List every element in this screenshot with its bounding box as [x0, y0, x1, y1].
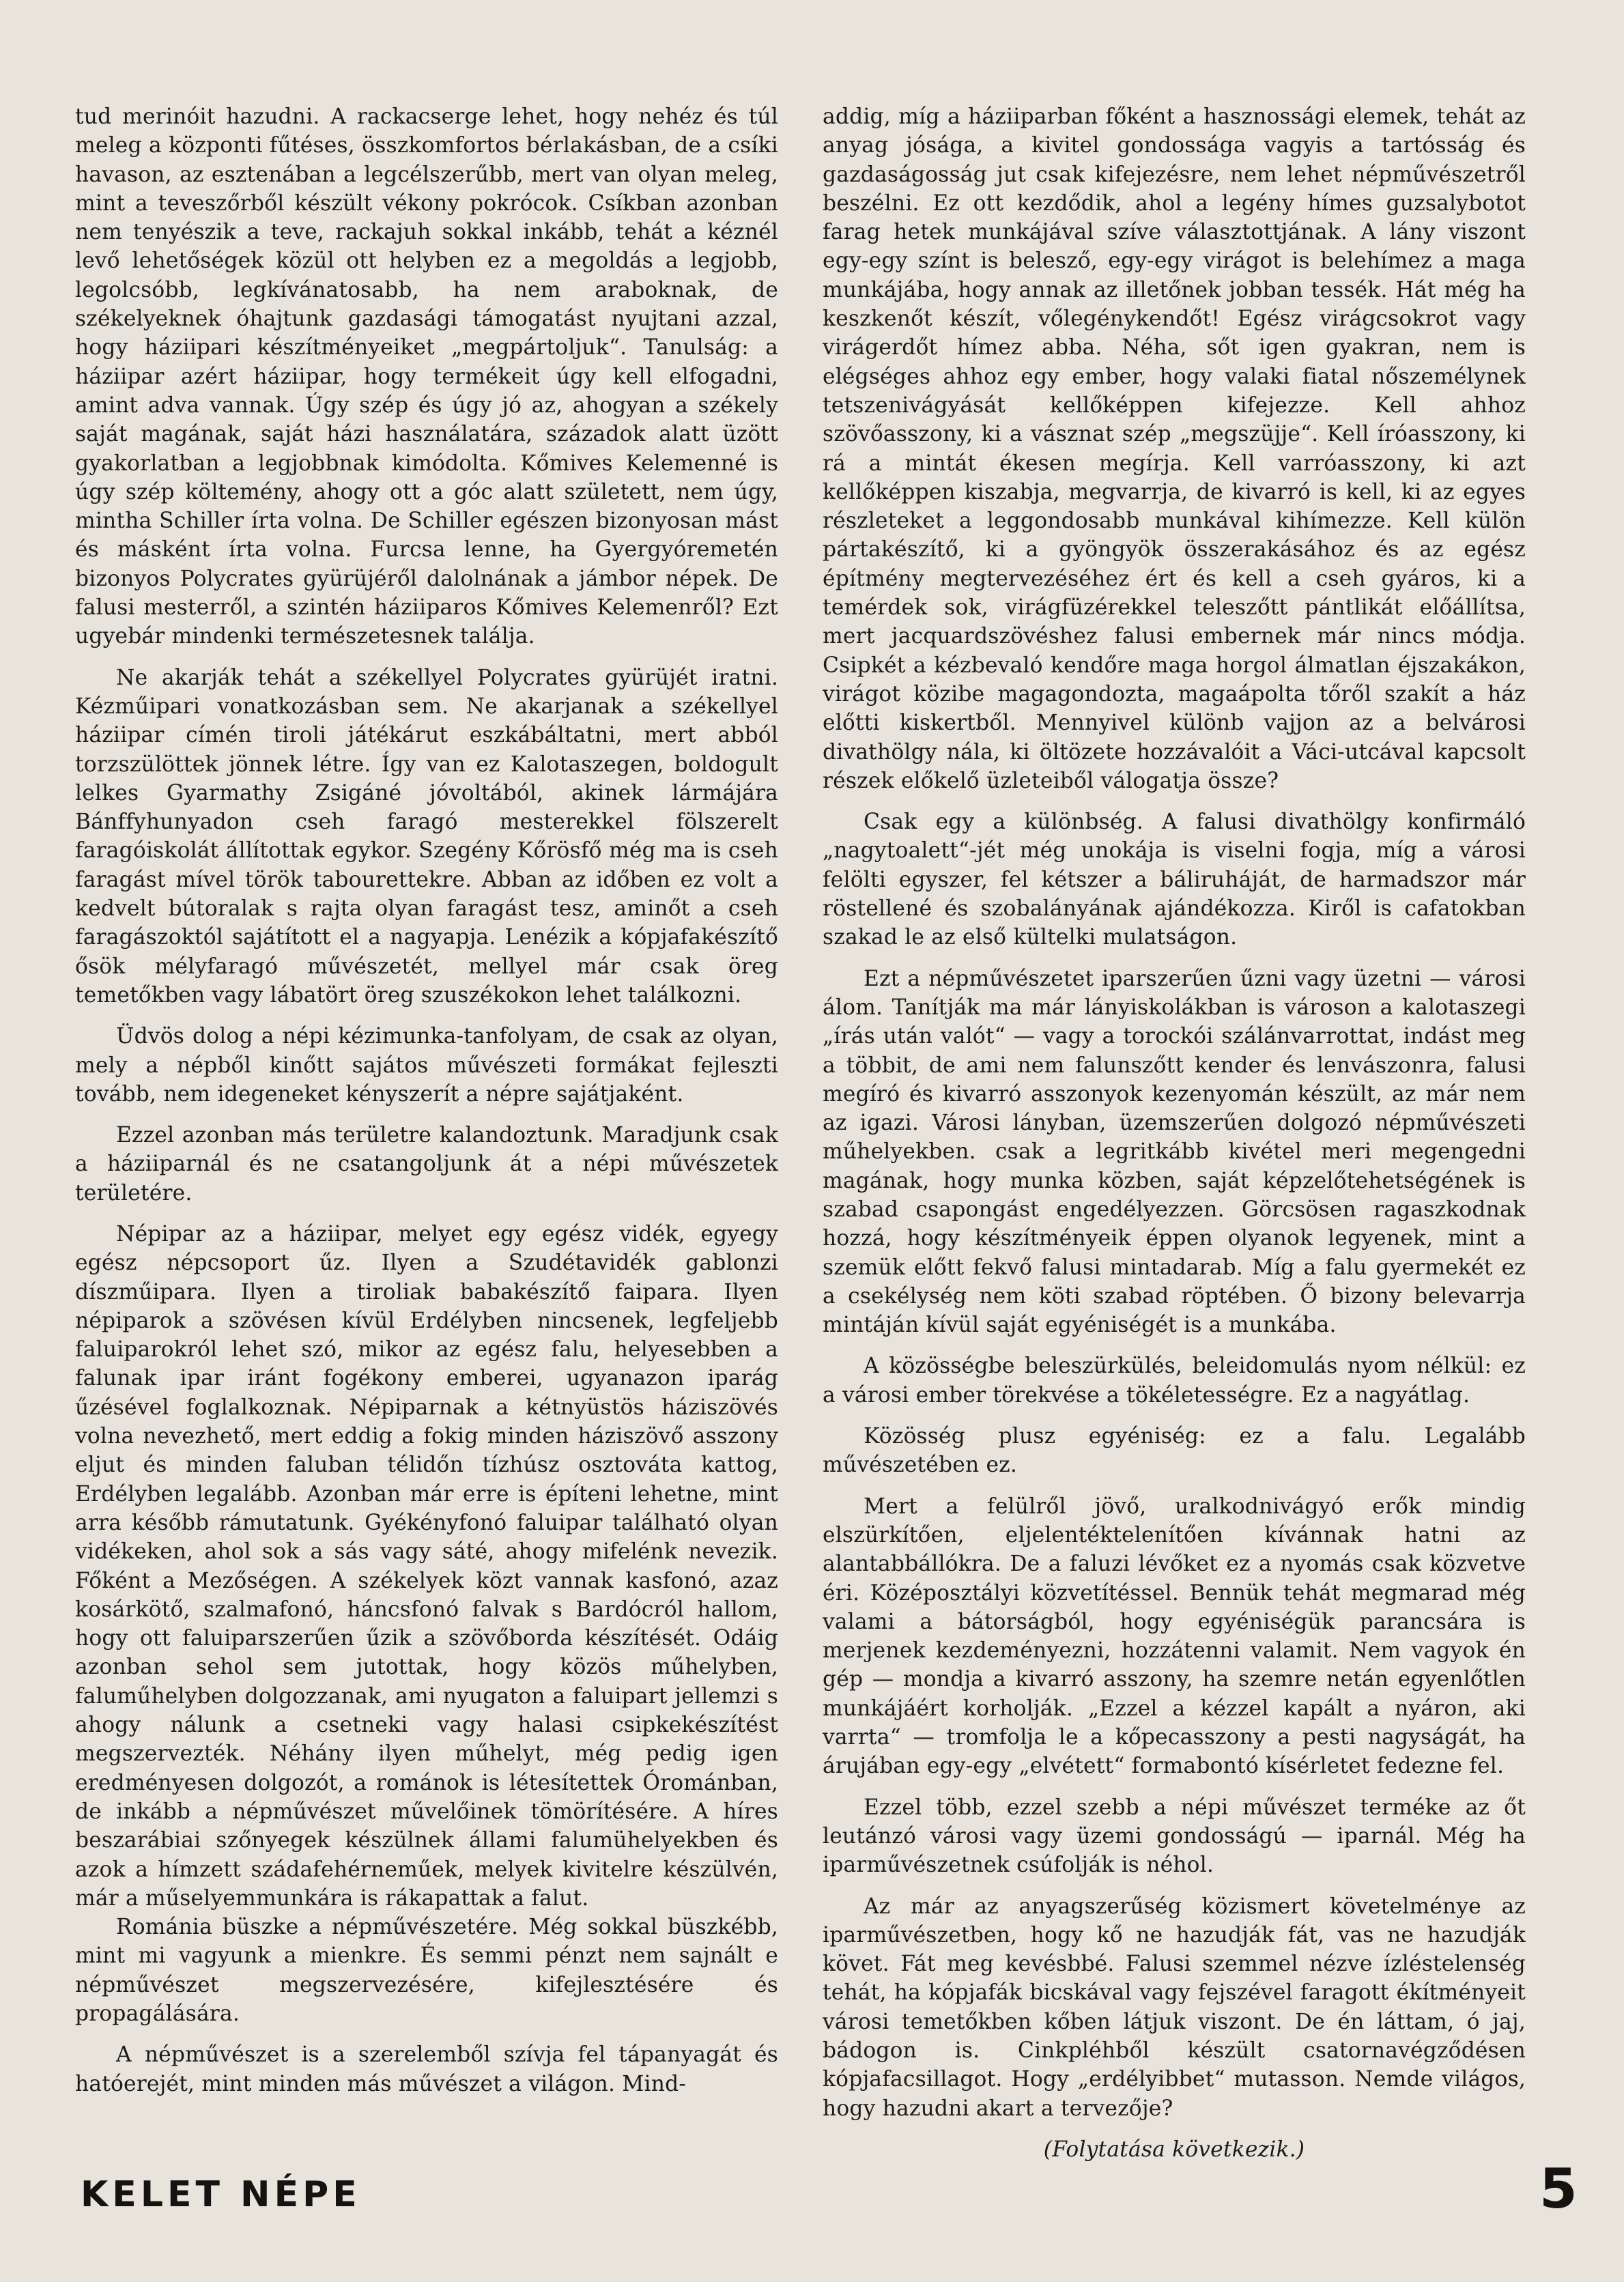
left-paragraph-5: Népipar az a háziipar, melyet egy egész vidék, egyegy egész népcsoport űz. Ilyen a Szudétavidék gablonzi díszműipara. Ilyen a tiroliak babakészítő faipara. Ilyen népiparok a szövésen kívül Erdélyben nincsenek, legfeljebb faluiparokról lehet szó, mikor az egész falu, helyesebben a falunak ipar iránt fogékony emberei, ugyanazon iparág űzésével foglalkoznak. Népiparnak a kétnyüstös háziszövés volna nevezhető, mert eddig a fokig minden háziszövő asszony eljut és minden faluban télidőn tízhúsz osztováta kattog, Erdélyben legalább. Azonban már erre is építeni lehetne, mint arra később rámutatunk. Gyékényfonó faluipar található olyan vidékeken, ahol sok a sás vagy sáté, ahogy mifelénk nevezik. Főként a Mezőségen. A székelyek közt vannak kasfonó, azaz kosárkötő, szalmafonó, háncsfonó falvak s Bardócról hallom, hogy ott faluiparszerűen űzik a szövőborda készítését. Odáig azonban sehol sem jutottak, hogy közös műhelyben, faluműhelyben dolgozzanak, ami nyugaton a faluipart jellemzi s ahogy nálunk a csetneki vagy halasi csipkekészítést megszervezték. Néhány ilyen műhelyt, még pedig igen eredményesen dolgozót, a románok is létesítettek Órománban, de inkább a népművészet művelőinek tömörítésére. A híres beszarábiai szőnyegek készülnek állami falumühelyekben és azok a hímzett szádafehérneműek, melyek kivitelre készülvén, már a műselyemmunkára is rákapattak a falut.	[75, 1221, 778, 1911]
right-paragraph-3: Ezt a népművészetet iparszerűen űzni vagy üzetni — városi álom. Tanítják ma már lányiskolákban is városon a kalotaszegi „írás után valót“ — vagy a torockói szálánvarrottat, indást meg a többit, de ami nem falunszőtt kender és lenvászonra, falusi megíró és kivarró asszonyok kezenyomán készült, az már nem az igazi. Városi lányban, üzemszerűen dolgozó népművészeti műhelyekben. csak a legritkább kivétel meri megengedni magának, hogy munka közben, saját képzelőtehetségének is szabad csapongást engedélyezzen. Görcsösen ragaszkodnak hozzá, hogy készítményeik éppen olyanok legyenek, mint a szemük előtt fekvő falusi mintadarab. Míg a falu gyermekét ez a csekélység nem köti szabad röptében. Ő bizony belevarrja mintáján kívül saját egyéniségét is a munkába.	[823, 966, 1526, 1338]
left-paragraph-7: A népművészet is a szerelemből szívja fel tápanyagát és hatóerejét, mint minden más művészet a világon. Mind-	[75, 2042, 778, 2096]
left-paragraph-3: Üdvös dolog a népi kézimunka-tanfolyam, de csak az olyan, mely a népből kinőtt sajátos művészeti formákat fejleszti tovább, nem idegeneket kényszerít a népre sajátjaként.	[75, 1024, 778, 1107]
left-paragraph-1: tud merinóit hazudni. A rackacserge lehet, hogy nehéz és túl meleg a központi fűtéses, összkomfortos bérlakásban, de a csíki havason, az esztenában a legcélszerűbb, mert van olyan meleg, mint a teveszőrből készült vékony pokrócok. Csíkban azonban nem tenyészik a teve, rackajuh sokkal inkább, tehát a kéznél levő lehetőségek közül ott helyben ez a megoldás a legjobb, legolcsóbb, legkívánatosabb, ha nem araboknak, de székelyeknek óhajtunk gazdasági támogatást nyujtani azzal, hogy háziipari készítményeiket „megpártoljuk“. Tanulság: a háziipar azért háziipar, hogy termékeit úgy kell elfogadni, amint adva vannak. Úgy szép és úgy jó az, ahogyan a székely saját magának, saját házi használatára, századok alatt üzött gyakorlatban a legjobbnak kimódolta. Kőmives Kelemenné is úgy szép költemény, ahogy ott a góc alatt született, nem úgy, mintha Schiller írta volna. De Schiller egészen bizonyosan mást és másként írta volna. Furcsa lenne, ha Gyergyóremetén bizonyos Polycrates gyürüjéről dalolnának a jámbor népek. De falusi mesterről, a szintén háziiparos Kőmives Kelemenről? Ezt ugyebár mindenki természetesnek találja.	[75, 104, 778, 649]
right-paragraph-6: Mert a felülről jövő, uralkodnivágyó erők mindig elszürkítően, eljelentéktelenítően kívánnak hatni az alantabbállókra. De a faluzi lévőket ez a nyomás csak közvetve éri. Középosztályi közvetítéssel. Bennük tehát megmarad még valami a bátorságból, hogy egyéniségük parancsára is merjenek kezdeményezni, hozzátenni valamit. Nem vagyok én gép — mondja a kivarró asszony, ha szemre netán egyenlőtlen munkájáért korholják. „Ezzel a kézzel kapált a nyáron, aki varrta“ — tromfolja le a kőpecasszony a pesti nagyságát, ha árujában egy-egy „elvétett“ formabontó kísérletet fedezne fel.	[823, 1494, 1526, 1779]
right-paragraph-7: Ezzel több, ezzel szebb a népi művészet terméke az őt leutánzó városi vagy üzemi gondosságú — iparnál. Még ha iparművészetnek csúfolják is néhol.	[823, 1795, 1526, 1878]
left-paragraph-2: Ne akarják tehát a székellyel Polycrates gyürüjét iratni. Kézműipari vonatkozásban sem. Ne akarjanak a székellyel háziipar címén tiroli játékárut eszkábáltatni, mert abból torzszülöttek jönnek létre. Így van ez Kalotaszegen, boldogult lelkes Gyarmathy Zsigáné jóvoltából, akinek lármájára Bánffyhunyadon cseh faragó mesterekkel fölszerelt faragóiskolát állítottak egykor. Szegény Kőrösfő még ma is cseh faragást mível török tabourettekre. Abban az időben ez volt a kedvelt bútoralak s rajta olyan faragást tesz, aminőt a cseh faragászoktól sajátított el a nagyapja. Lenézik a kópjafakészítő ősök mélyfaragó művészetét, mellyel már csak öreg temetőkben vagy lábatört öreg szuszékokon lehet találkozni.	[75, 665, 778, 1008]
magazine-title: KELET NÉPE	[81, 2174, 361, 2215]
page-number: 5	[1539, 2157, 1578, 2221]
continued-note: (Folytatása következik.)	[1043, 2137, 1305, 2162]
right-paragraph-5: Közösség plusz egyéniség: ez a falu. Legalább művészetében ez.	[823, 1424, 1526, 1478]
right-paragraph-8: Az már az anyagszerűség közismert követelménye az iparművészetben, hogy kő ne hazudják fát, vas ne hazudják követ. Fát meg kevésbbé. Falusi szemmel nézve ízléstelenség tehát, ha kópjafák bicskával vagy fejszével faragott ékítményeit városi temetőkben kőben látjuk viszont. De én láttam, ó jaj, bádogon is. Cinkpléhből készült csatornavégződésen kópjafacsillagot. Hogy „erdélyibbet“ mutasson. Nemde világos, hogy hazudni akart a tervezője?	[823, 1894, 1526, 2121]
right-column	[823, 102, 1526, 2164]
left-column	[75, 102, 778, 2098]
right-paragraph-4: A közösségbe beleszürkülés, beleidomulás nyom nélkül: ez a városi ember törekvése a tökéletességre. Ez a nagyátlag.	[823, 1354, 1526, 1408]
left-paragraph-4: Ezzel azonban más területre kalandoztunk. Maradjunk csak a háziiparnál és ne csatangoljunk át a népi művészetek területére.	[75, 1123, 778, 1206]
right-paragraph-2: Csak egy a különbség. A falusi divathölgy konfirmáló „nagytoalett“-jét még unokája is viselni fogja, míg a városi felölti egyszer, fel kétszer a báliruháját, de harmadszor már röstellené és szobalányának ajándékozza. Kiről is cafatokban szakad le az első kültelki mulatságon.	[823, 810, 1526, 950]
right-paragraph-1: addig, míg a háziiparban főként a hasznossági elemek, tehát az anyag jósága, a kivitel gondossága vagyis a tartósság és gazdaságosság jut csak kifejezésre, nem lehet népművészetről beszélni. Ez ott kezdődik, ahol a legény hímes guzsalybotot farag hetek munkájával szíve választottjának. A lány viszont egy-egy színt is belesző, egy-egy virágot is belehímez a maga munkájába, hogy annak az illetőnek jobban tessék. Hát még ha keszkenőt készít, vőlegénykendőt! Egész virágcsokrot vagy virágerdőt hímez abba. Néha, sőt igen gyakran, nem is elégséges ahhoz egy ember, hogy valaki fiatal nőszemélynek tetszenivágyását kellőképpen kifejezze. Kell ahhoz szövőasszony, ki a vásznat szép „megszüjje“. Kell íróasszony, ki rá a mintát ékesen megírja. Kell varróasszony, ki azt kellőképpen kiszabja, megvarrja, de kivarró is kell, ki az egyes részleteket a leggondosabb munkával kihímezze. Kell külön pártakészítő, ki a gyöngyök összerakásához és az egész építmény megtervezéséhez ért és kell a cseh gyáros, ki a temérdek sok, virágfüzérekkel teleszőtt pántlikát előállítsa, mert jacquardszövéshez falusi embernek már nincs módja. Csipkét a kézbevaló kendőre maga horgol álmatlan éjszakákon, virágot közibe magagondozta, magaápolta tőről szakít a ház előtti kiskertből. Mennyivel különb vajjon az a belvárosi divathölgy nála, ki öltözete hozzávalóit a Váci-utcával kapcsolt részek előkelő üzleteiből válogatja össze?	[823, 104, 1526, 793]
left-paragraph-6: Románia büszke a népművészetére. Még sokkal büszkébb, mint mi vagyunk a mienkre. És semmi pénzt nem sajnált e népművészet megszervezésére, kifejlesztésére és propagálására.	[75, 1915, 778, 2026]
